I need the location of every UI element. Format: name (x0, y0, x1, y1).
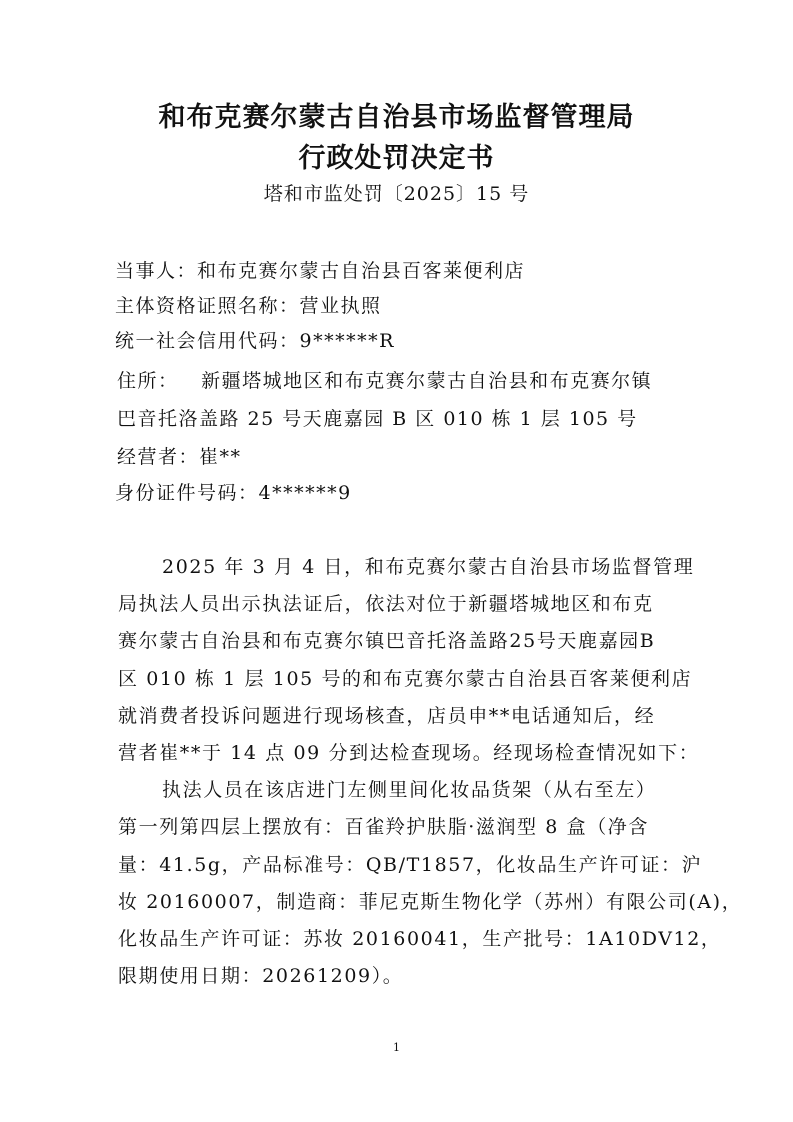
inspection-paragraph (118, 549, 742, 995)
license-name-line: 主体资格证照名称：营业执照 (115, 295, 382, 317)
paragraph-line: 就消费者投诉问题进行现场核查，店员申**电话通知后，经 (118, 704, 656, 727)
address-line-1: 住所： 新疆塔城地区和布克赛尔蒙古自治县和布克赛尔镇 (117, 370, 653, 392)
paragraph-line: 限期使用日期：20261209）。 (118, 965, 404, 988)
document-number: 塔和市监处罚〔2025〕15 号 (263, 183, 530, 205)
document-title-line1: 和布克赛尔蒙古自治县市场监督管理局 (158, 102, 635, 133)
paragraph-line: 区 010 栋 1 层 105 号的和布克赛尔蒙古自治县百客莱便利店 (118, 667, 693, 690)
document-title-line2: 行政处罚决定书 (298, 143, 495, 174)
id-number-line: 身份证件号码：4******9 (115, 482, 352, 504)
paragraph-line: 妆 20160007，制造商：菲尼克斯生物化学（苏州）有限公司(A)， (118, 890, 743, 913)
page-number: 1 (393, 1041, 400, 1054)
paragraph-line: 化妆品生产许可证：苏妆 20160041，生产批号：1A10DV12， (118, 927, 722, 950)
party-name-line: 当事人：和布克赛尔蒙古自治县百客莱便利店 (115, 260, 526, 282)
paragraph-line: 第一列第四层上摆放有：百雀羚护肤脂·滋润型 8 盒（净含 (118, 816, 650, 839)
credit-code-line: 统一社会信用代码：9******R (115, 330, 395, 352)
operator-line: 经营者：崔** (117, 446, 242, 468)
paragraph-line: 局执法人员出示执法证后，依法对位于新疆塔城地区和布克 (118, 593, 654, 616)
paragraph-line: 2025 年 3 月 4 日，和布克赛尔蒙古自治县市场监督管理 (162, 556, 695, 578)
paragraph-line: 赛尔蒙古自治县和布克赛尔镇巴音托洛盖路25号天鹿嘉园B (118, 630, 656, 653)
paragraph-line: 营者崔**于 14 点 09 分到达检查现场。经现场检查情况如下： (118, 741, 700, 764)
address-line-2: 巴音托洛盖路 25 号天鹿嘉园 B 区 010 栋 1 层 105 号 (117, 408, 638, 430)
paragraph-line: 执法人员在该店进门左侧里间化妆品货架（从右至左） (162, 779, 657, 802)
paragraph-line: 量：41.5g，产品标准号：QB/T1857，化妆品生产许可证：沪 (118, 853, 703, 876)
